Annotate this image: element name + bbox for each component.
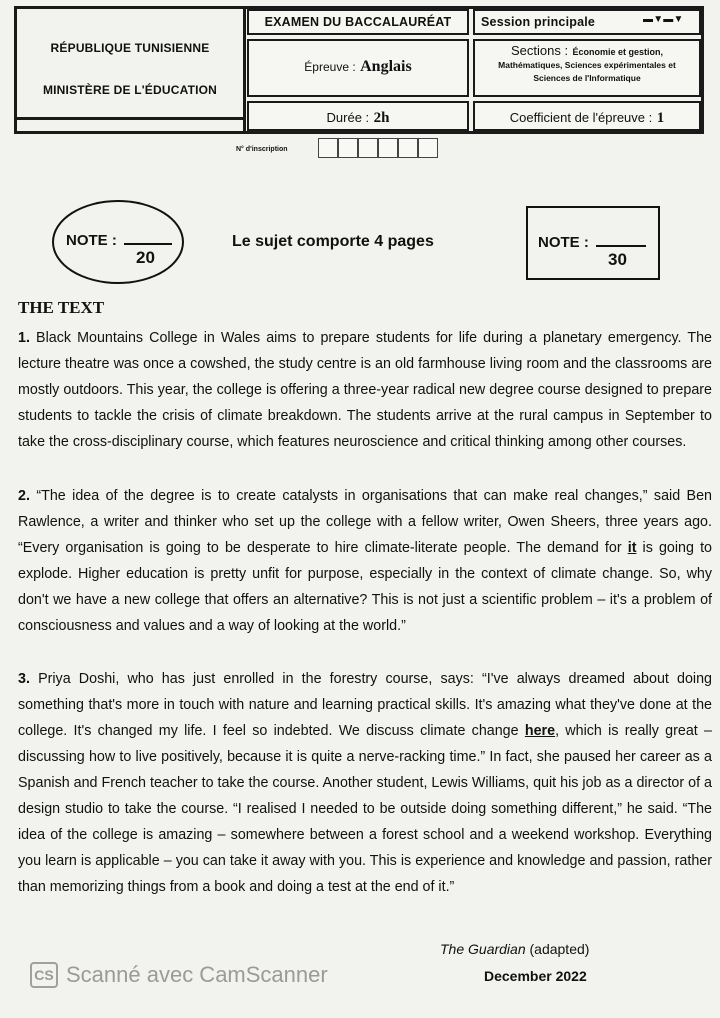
inscription-digit-box[interactable] [418,138,438,158]
coefficient-label: Coefficient de l'épreuve : [509,110,653,125]
header-divider [17,117,243,120]
source-date: December 2022 [484,968,587,984]
watermark-text: Scanné avec CamScanner [66,962,328,987]
session-label: Session principale [481,15,596,29]
paragraph-number: 1. [18,330,30,346]
paragraph-1 [18,325,712,455]
sections-value-2: Mathématiques, Sciences expérimentales et [498,60,676,70]
inscription-digit-box[interactable] [398,138,418,158]
note-label: NOTE : [66,232,117,249]
sections-value-3: Sciences de l'Informatique [533,73,641,83]
epreuve-value: Anglais [360,58,412,75]
epreuve-cell [247,39,469,97]
paragraph-text: Priya Doshi, who has just enrolled in the forestry course, says: “I've always dreamed about doing something that's more in touch with nature and learning practical skills. It's amazing what they've done at the college. It's changed my life. I feel so indebted. We discuss climate change [18,671,712,739]
sections-value-1: Économie et gestion, [572,47,664,57]
paragraph-number: 2. [18,488,30,504]
source-name: The Guardian [440,941,526,957]
coefficient-value: 1 [656,110,665,126]
exam-title-cell [247,9,469,35]
underlined-word-it: it [627,540,637,556]
paragraph-2 [18,483,712,639]
pages-info: Le sujet comporte 4 pages [232,233,434,250]
camscanner-watermark [30,962,328,988]
header-divider [243,9,246,131]
note-box-30 [526,206,660,280]
note-denominator: 30 [608,250,627,269]
inscription-boxes[interactable] [318,138,438,158]
sections-cell [473,39,701,97]
ministry-label: MINISTÈRE DE L'ÉDUCATION [42,83,218,97]
paragraph-text: “The idea of the degree is to create catalysts in organisations that can make real changes,” said Ben Rawlence, a writer and thinker who set up the college with a fellow writer, Owen Sheers, three years ago. “Every organisation is going to be desperate to hire climate-literate people. The demand for [18,488,712,556]
inscription-digit-box[interactable] [378,138,398,158]
note-oval-20 [52,200,184,284]
camscanner-icon: CS [30,962,58,988]
exam-title: EXAMEN DU BACCALAURÉAT [264,15,452,29]
underlined-word-here: here [524,723,556,739]
duree-cell [247,101,469,131]
note-fraction-line [596,245,646,247]
inscription-label: N° d'inscription [236,146,288,153]
paragraph-text: Black Mountains College in Wales aims to prepare students for life during a planetary emergency. The lecture theatre was once a cowshed, the study centre is an old farmhouse living room and the classrooms are mostly outdoors. This year, the college is offering a three-year radical new degree course designed to prepare students to tackle the crisis of climate breakdown. The students arrive at the rural campus in September to take the cross-disciplinary course, which features neuroscience and critical thinking among other courses. [18,330,712,450]
note-label: NOTE : [538,234,589,251]
duree-label: Durée : [326,110,370,125]
paragraph-number: 3. [18,671,30,687]
note-denominator: 20 [136,248,155,267]
section-title: THE TEXT [18,298,105,317]
exam-header [14,6,704,134]
paragraph-text: is going to explode. Higher education is pretty unfit for purpose, especially in the context of climate change. So, why don't we have a new college that offers an alternative? This is not just a scientific problem – it's a problem of consciousness and values and a way of looking at the world.” [18,540,712,634]
inscription-digit-box[interactable] [338,138,358,158]
republic-label: RÉPUBLIQUE TUNISIENNE [50,41,210,55]
duree-value: 2h [373,110,390,126]
source-citation [440,941,589,957]
paragraph-3 [18,666,712,900]
paragraph-text: , which is really great – discussing how to live positively, because it is quite a nerve-racking time.” In fact, she paused her career as a Spanish and French teacher to take the course. Another student, Lewis Williams, quit his job as a director of a design studio to take the course. “I realised I needed to be outside doing something different,” he said. “The idea of the college is amazing – somewhere between a forest school and a weekend workshop. Everything you learn is applicable – you can take it away with you. This is experience and knowledge and passion, rather than memorizing things from a book and doing a test at the end of it.” [18,723,712,895]
inscription-digit-box[interactable] [358,138,378,158]
coefficient-cell [473,101,701,131]
inscription-digit-box[interactable] [318,138,338,158]
session-cell [473,9,701,35]
note-fraction-line [124,243,172,245]
source-note: (adapted) [529,941,590,957]
sections-label: Sections : [510,43,569,58]
epreuve-label: Épreuve : [304,60,356,74]
session-year-mark: ▬▼▬▼ [643,14,684,25]
